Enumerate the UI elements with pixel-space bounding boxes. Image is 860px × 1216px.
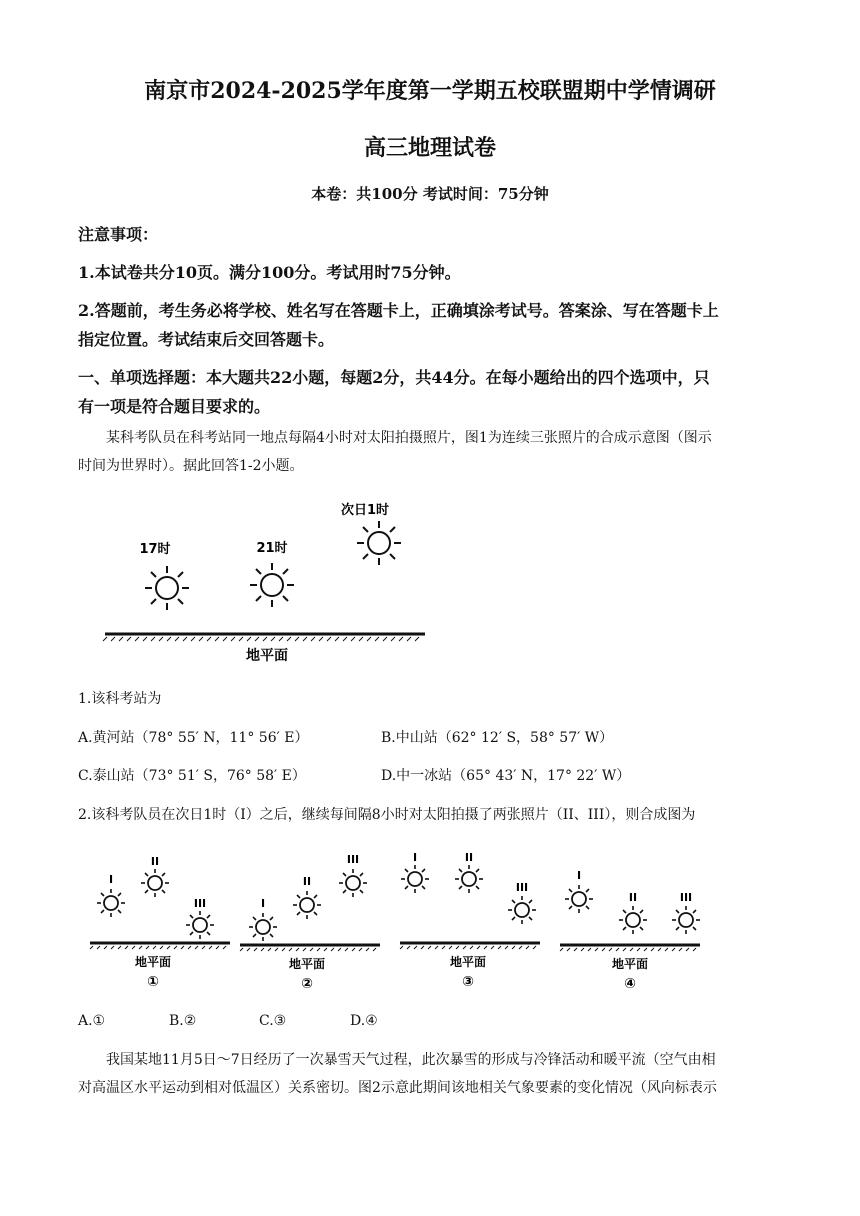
notes-item-2-cont: 指定位置。考试结束后交回答题卡。	[78, 330, 335, 349]
sun-icon	[186, 911, 214, 939]
sun-icon	[455, 865, 483, 893]
sun-label-iii: III	[346, 853, 360, 866]
exam-subtitle: 高三地理试卷	[363, 135, 496, 161]
sun-label-iii: III	[193, 897, 207, 910]
sun-icon	[339, 869, 367, 897]
intro-line1: 某科考队员在科考站同一地点每隔4小时对太阳拍摄照片，图1为连续三张照片的合成示意图（图示	[106, 430, 712, 446]
horizon-line	[400, 943, 540, 949]
passage2-line2: 对高温区水平运动到相对低温区）关系密切。图2示意此期间该地相关气象要素的变化情况（风向标表示	[78, 1080, 717, 1096]
panel-ground-label: 地平面	[449, 955, 487, 969]
passage2-line1: 我国某地11月5日～7日经历了一次暴雪天气过程，此次暴雪的形成与冷锋活动和暖平流（空气由相	[106, 1052, 716, 1068]
figure-1	[95, 490, 440, 670]
section-heading-line1: 一、单项选择题：本大题共22小题，每题2分，共44分。在每小题给出的四个选项中，只	[78, 368, 710, 387]
sun-label-i: I	[108, 873, 114, 886]
q2-option-a: A.①	[78, 1013, 106, 1029]
sun-icon	[141, 869, 169, 897]
panel-number: ③	[462, 974, 474, 990]
panel-2	[240, 853, 380, 992]
panel-4	[560, 869, 700, 992]
panel-number: ②	[301, 976, 313, 992]
sun-label-ii: II	[464, 851, 474, 864]
sun-label-i: I	[412, 851, 418, 864]
figure-q2	[85, 845, 705, 995]
sun-label-i: I	[260, 897, 266, 910]
panel-3	[400, 851, 540, 990]
q1-option-a: A.黄河站（78° 55′ N，11° 56′ E）	[78, 730, 309, 746]
sun-icon	[249, 913, 277, 941]
q2-option-b: B.②	[169, 1013, 197, 1029]
q2-option-c: C.③	[259, 1013, 287, 1029]
exam-title: 南京市2024-2025学年度第一学期五校联盟期中学情调研	[144, 78, 716, 104]
sun-icon	[293, 891, 321, 919]
sun-label-ii: II	[628, 891, 638, 904]
exam-info: 本卷：共100分 考试时间：75分钟	[311, 185, 549, 203]
q2-option-d: D.④	[350, 1013, 378, 1029]
q2-stem: 2.该科考队员在次日1时（I）之后，继续每间隔8小时对太阳拍摄了两张照片（II、III），则合成图为	[78, 807, 696, 823]
figure1-label-17: 17时	[139, 542, 171, 557]
section-heading-line2: 有一项是符合题目要求的。	[78, 397, 271, 416]
panel-ground-label: 地平面	[611, 957, 649, 971]
figure1-ground-label: 地平面	[246, 648, 288, 664]
figure1-label-next1: 次日1时	[340, 503, 390, 518]
sun-icon	[672, 906, 700, 934]
sun-label-ii: II	[302, 875, 312, 888]
sun-icon	[250, 563, 294, 607]
notes-item-2: 2.答题前，考生务必将学校、姓名写在答题卡上，正确填涂考试号。答案涂、写在答题卡上	[78, 301, 719, 320]
horizon-line	[560, 945, 700, 951]
q1-stem: 1.该科考站为	[78, 691, 162, 707]
sun-icon	[619, 906, 647, 934]
panel-number: ①	[147, 974, 159, 990]
sun-icon	[508, 896, 536, 924]
sun-label-ii: II	[150, 855, 160, 868]
notes-item-1: 1.本试卷共分10页。满分100分。考试用时75分钟。	[78, 263, 461, 282]
notes-heading: 注意事项：	[78, 225, 159, 244]
panel-ground-label: 地平面	[288, 957, 326, 971]
sun-icon	[145, 566, 189, 610]
panel-number: ④	[624, 976, 636, 992]
horizon-line	[90, 943, 230, 949]
sun-icon	[565, 885, 593, 913]
panel-1	[90, 855, 230, 990]
sun-label-i: I	[576, 869, 582, 882]
sun-label-iii: III	[679, 891, 693, 904]
q1-option-b: B.中山站（62° 12′ S，58° 57′ W）	[381, 730, 614, 746]
figure1-label-21: 21时	[256, 541, 288, 556]
sun-icon	[97, 889, 125, 917]
panel-ground-label: 地平面	[134, 955, 172, 969]
intro-line2: 时间为世界时）。据此回答1-2小题。	[78, 458, 304, 474]
sun-icon	[401, 865, 429, 893]
q1-option-d: D.中一冰站（65° 43′ N，17° 22′ W）	[381, 768, 631, 784]
q1-option-c: C.泰山站（73° 51′ S，76° 58′ E）	[78, 768, 306, 784]
sun-label-iii: III	[515, 881, 529, 894]
sun-icon	[357, 521, 401, 565]
horizon-line	[240, 945, 380, 951]
